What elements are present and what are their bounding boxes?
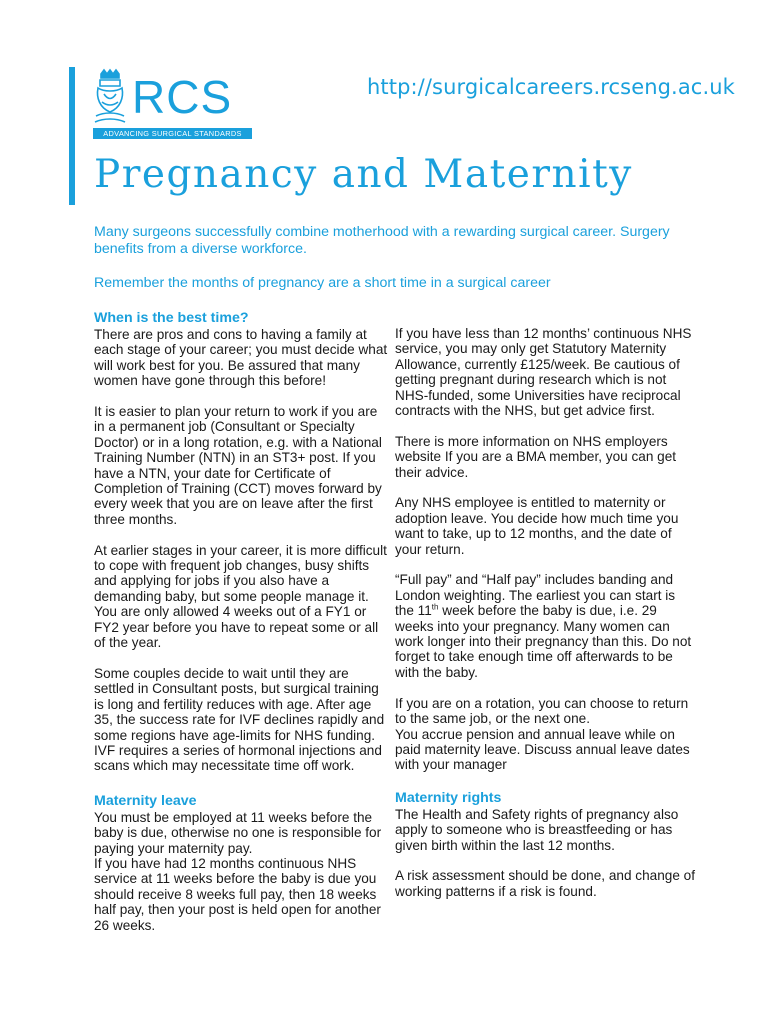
left-paragraph-1: There are pros and cons to having a family at each stage of your career; you must decide what will work best for you. Be assured that many women have gone through this before! [94,327,388,389]
left-paragraph-4: Some couples decide to wait until they are settled in Consultant posts, but surgical training is long and fertility reduces with age. After age 35, the success rate for IVF declines rapidly and some regions have age-limits for NHS funding. IVF requires a series of hormonal injections and scans which may necessitate time off work. [94,665,385,774]
accent-bar [69,67,75,205]
right-paragraph-6: You accrue pension and annual leave while on paid maternity leave. Discuss annual leave dates with your manager [395,726,690,773]
heading-maternity-leave: Maternity leave [94,792,197,809]
rcs-logo [92,68,262,140]
left-paragraph-2: It is easier to plan your return to work if you are in a permanent job (Consultant or Specialty Doctor) or in a long rotation, e.g. with a National Training Number (NTN) in an ST3+ post. If you have a NTN, your date for Certificate of Completion of Training (CCT) moves forward by every week that you are on leave after the first three months. [94,404,382,527]
right-paragraph-4-end: week before the baby is due, i.e. 29 weeks into your pregnancy. Many women can work longer into their pregnancy than this. Do not forget to take enough time off afterwards to be with the baby. [395,603,692,680]
careers-url-link[interactable]: http://surgicalcareers.rcseng.ac.uk [367,75,735,99]
intro-paragraph-2: Remember the months of pregnancy are a short time in a surgical career [94,275,551,291]
logo-tagline: ADVANCING SURGICAL STANDARDS [93,128,252,139]
right-paragraph-5: If you are on a rotation, you can choose to return to the same job, or the next one. [395,695,689,727]
heading-maternity-rights: Maternity rights [395,789,502,806]
right-column [395,326,695,915]
left-paragraph-6: If you have had 12 months continuous NHS service at 11 weeks before the baby is due you should receive 8 weeks full pay, then 18 weeks half pay, then your post is held open for another 26 weeks. [94,855,381,933]
right-paragraph-7: The Health and Safety rights of pregnancy also apply to someone who is breastfeeding or has given birth within the last 12 months. [395,806,679,853]
right-paragraph-4 [395,572,695,680]
intro-paragraph-1: Many surgeons successfully combine motherhood with a rewarding surgical career. Surgery benefits from a diverse workforce. [94,224,670,257]
left-paragraph-5: You must be employed at 11 weeks before the baby is due, otherwise no one is responsible for paying your maternity pay. [94,809,382,856]
heading-best-time: When is the best time? [94,310,249,326]
logo-text: RCS [132,71,233,123]
left-paragraph-3: At earlier stages in your career, it is more difficult to cope with frequent job changes, busy shifts and applying for jobs if you also have a demanding baby, but some people manage it. You are only allowed 4 weeks out of a FY1 or FY2 year before you have to repeat some or all of the year. [94,542,387,651]
right-paragraph-1: If you have less than 12 months’ continuous NHS service, you may only get Statutory Maternity Allowance, currently £125/week. Be cautious of getting pregnant during research which is not NHS-funded, some Universities have reciprocal contracts with the NHS, but get advice first. [395,326,692,419]
left-column [94,310,389,933]
page-title: Pregnancy and Maternity [94,152,633,197]
intro [94,224,714,309]
ordinal-suffix: th [431,602,439,612]
right-paragraph-8: A risk assessment should be done, and change of working patterns if a risk is found. [395,868,696,899]
right-paragraph-4-start: “Full pay” and “Half pay” includes banding and London weighting. The earliest you can start is the 11 [395,572,676,619]
crest-icon [92,68,128,126]
right-paragraph-3: Any NHS employee is entitled to maternity or adoption leave. You decide how much time you want to take, up to 12 months, and the date of your return. [395,495,679,557]
right-paragraph-2: There is more information on NHS employers website If you are a BMA member, you can get their advice. [395,433,677,480]
